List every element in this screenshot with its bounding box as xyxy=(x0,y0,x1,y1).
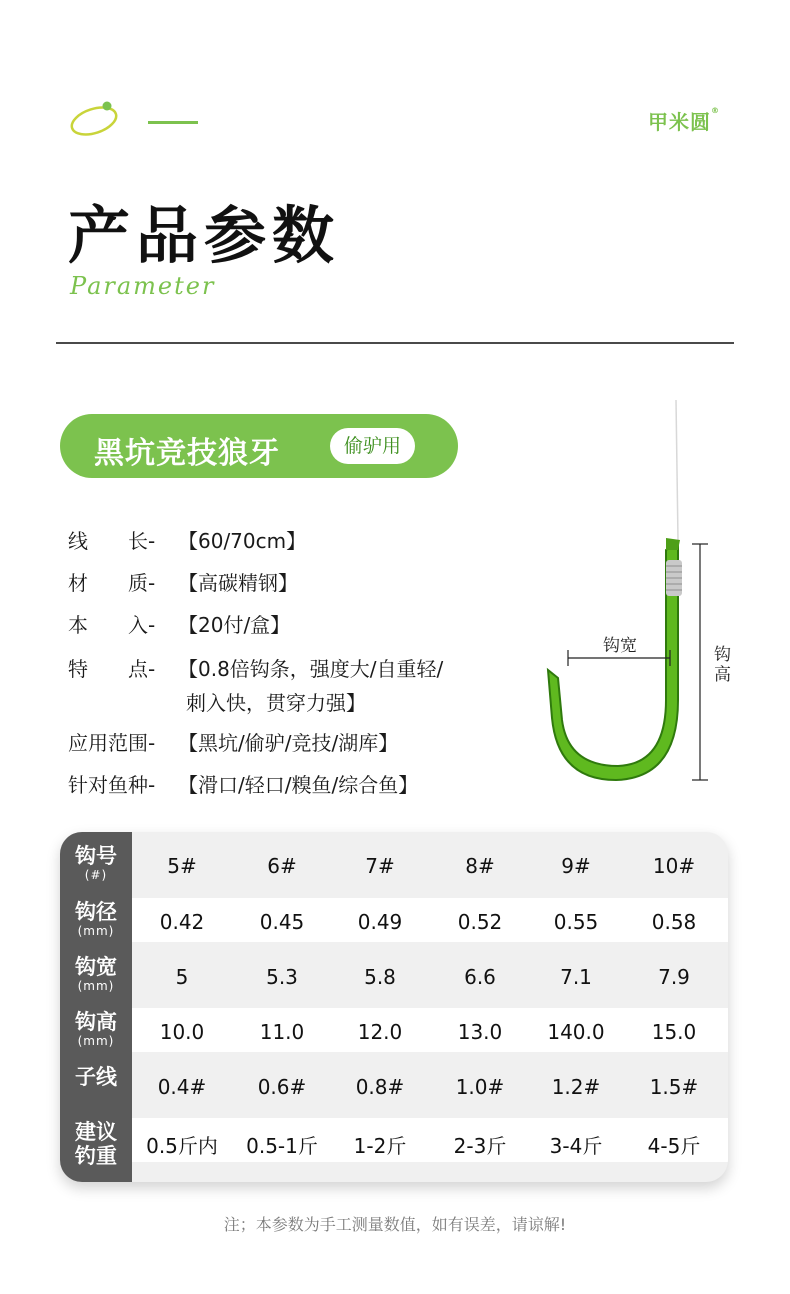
row-header-label: 钓重 xyxy=(75,1144,117,1168)
table-cell: 0.42 xyxy=(159,910,205,934)
spec-label: 线 长- xyxy=(68,529,156,553)
table-cell: 0.52 xyxy=(457,910,503,934)
table-cell: 140.0 xyxy=(547,1020,605,1044)
row-header-unit: (#) xyxy=(84,868,108,882)
brand-logo: 甲米圆® xyxy=(648,106,720,134)
height-dimension xyxy=(692,544,708,780)
table-cell: 0.5-1斤 xyxy=(246,1134,318,1158)
row-header-label: 子线 xyxy=(75,1065,117,1089)
table-cell: 1-2斤 xyxy=(353,1134,407,1158)
spec-value-continued: 刺入快，贯穿力强】 xyxy=(186,691,366,715)
hook-width-label: 钩宽 xyxy=(603,636,637,656)
table-cell: 15.0 xyxy=(651,1020,697,1044)
table-cell: 3-4斤 xyxy=(549,1134,603,1158)
table-row-header xyxy=(60,844,132,882)
table-cell: 7.9 xyxy=(658,965,690,989)
table-cell: 5.8 xyxy=(364,965,396,989)
product-tag: 偷驴用 xyxy=(330,428,415,464)
table-cell: 9# xyxy=(561,854,591,878)
table-cell: 0.6# xyxy=(257,1075,307,1099)
spec-label: 本 入- xyxy=(68,613,156,637)
row-header-label: 钩号 xyxy=(75,844,117,868)
table-cell: 4-5斤 xyxy=(647,1134,701,1158)
table-cell: 12.0 xyxy=(357,1020,403,1044)
product-name-banner xyxy=(60,414,458,478)
spec-value: 【高碳精钢】 xyxy=(178,571,298,595)
table-cell: 6# xyxy=(267,854,297,878)
section-divider xyxy=(56,342,734,344)
spec-value: 【滑口/轻口/糗鱼/综合鱼】 xyxy=(178,773,419,797)
table-cell: 1.0# xyxy=(455,1075,505,1099)
table-cell: 0.45 xyxy=(259,910,305,934)
hook-height-label: 钩高 xyxy=(714,645,731,685)
spec-value: 【0.8倍钩条，强度大/自重轻/ xyxy=(178,657,444,681)
line-wrap xyxy=(666,560,682,596)
table-cell: 0.49 xyxy=(357,910,403,934)
spec-value: 【60/70cm】 xyxy=(178,529,307,553)
table-cell: 1.5# xyxy=(649,1075,699,1099)
spec-value: 【20付/盒】 xyxy=(178,613,291,637)
table-cell: 5# xyxy=(167,854,197,878)
spec-label: 针对鱼种- xyxy=(68,773,156,797)
row-header-unit: (mm) xyxy=(77,1034,115,1048)
hook-diagram xyxy=(536,400,756,800)
spec-label: 应用范围- xyxy=(68,731,156,755)
table-cell: 0.55 xyxy=(553,910,599,934)
table-row-header xyxy=(60,1120,132,1168)
logo-ring-icon xyxy=(68,100,122,138)
row-header-label: 建议 xyxy=(75,1120,117,1144)
row-header-unit: (mm) xyxy=(77,979,115,993)
table-row-header xyxy=(60,955,132,993)
fishing-line xyxy=(676,400,678,540)
table-cell: 10# xyxy=(652,854,696,878)
table-cell: 0.4# xyxy=(157,1075,207,1099)
spec-table xyxy=(60,832,728,1182)
table-row-header xyxy=(60,1065,132,1089)
page-subtitle: Parameter xyxy=(70,272,216,300)
table-cell: 2-3斤 xyxy=(453,1134,507,1158)
table-cell: 1.2# xyxy=(551,1075,601,1099)
footnote: 注；本参数为手工测量数值，如有误差，请谅解! xyxy=(223,1215,567,1234)
row-header-label: 钩径 xyxy=(75,900,117,924)
table-cell: 7.1 xyxy=(560,965,592,989)
spec-label: 特 点- xyxy=(68,657,156,681)
table-cell: 0.58 xyxy=(651,910,697,934)
row-header-label: 钩宽 xyxy=(75,955,117,979)
row-header-unit: (mm) xyxy=(77,924,115,938)
table-cell: 7# xyxy=(365,854,395,878)
table-cell: 6.6 xyxy=(464,965,496,989)
table-row-header xyxy=(60,900,132,938)
spec-value: 【黑坑/偷驴/竞技/湖库】 xyxy=(178,731,399,755)
table-cell: 8# xyxy=(465,854,495,878)
table-row-header xyxy=(60,1010,132,1048)
header-accent-line xyxy=(148,121,198,124)
page-title: 产品参数 xyxy=(68,199,341,272)
table-cell: 0.8# xyxy=(355,1075,405,1099)
product-name: 黑坑竞技狼牙 xyxy=(94,436,280,471)
table-cell: 5.3 xyxy=(266,965,298,989)
row-header-label: 钩高 xyxy=(75,1010,117,1034)
table-cell: 11.0 xyxy=(259,1020,305,1044)
spec-label: 材 质- xyxy=(68,571,156,595)
table-cell: 13.0 xyxy=(457,1020,503,1044)
table-cell: 10.0 xyxy=(159,1020,205,1044)
table-cell: 0.5斤内 xyxy=(146,1134,218,1158)
table-cell: 5 xyxy=(175,965,189,989)
